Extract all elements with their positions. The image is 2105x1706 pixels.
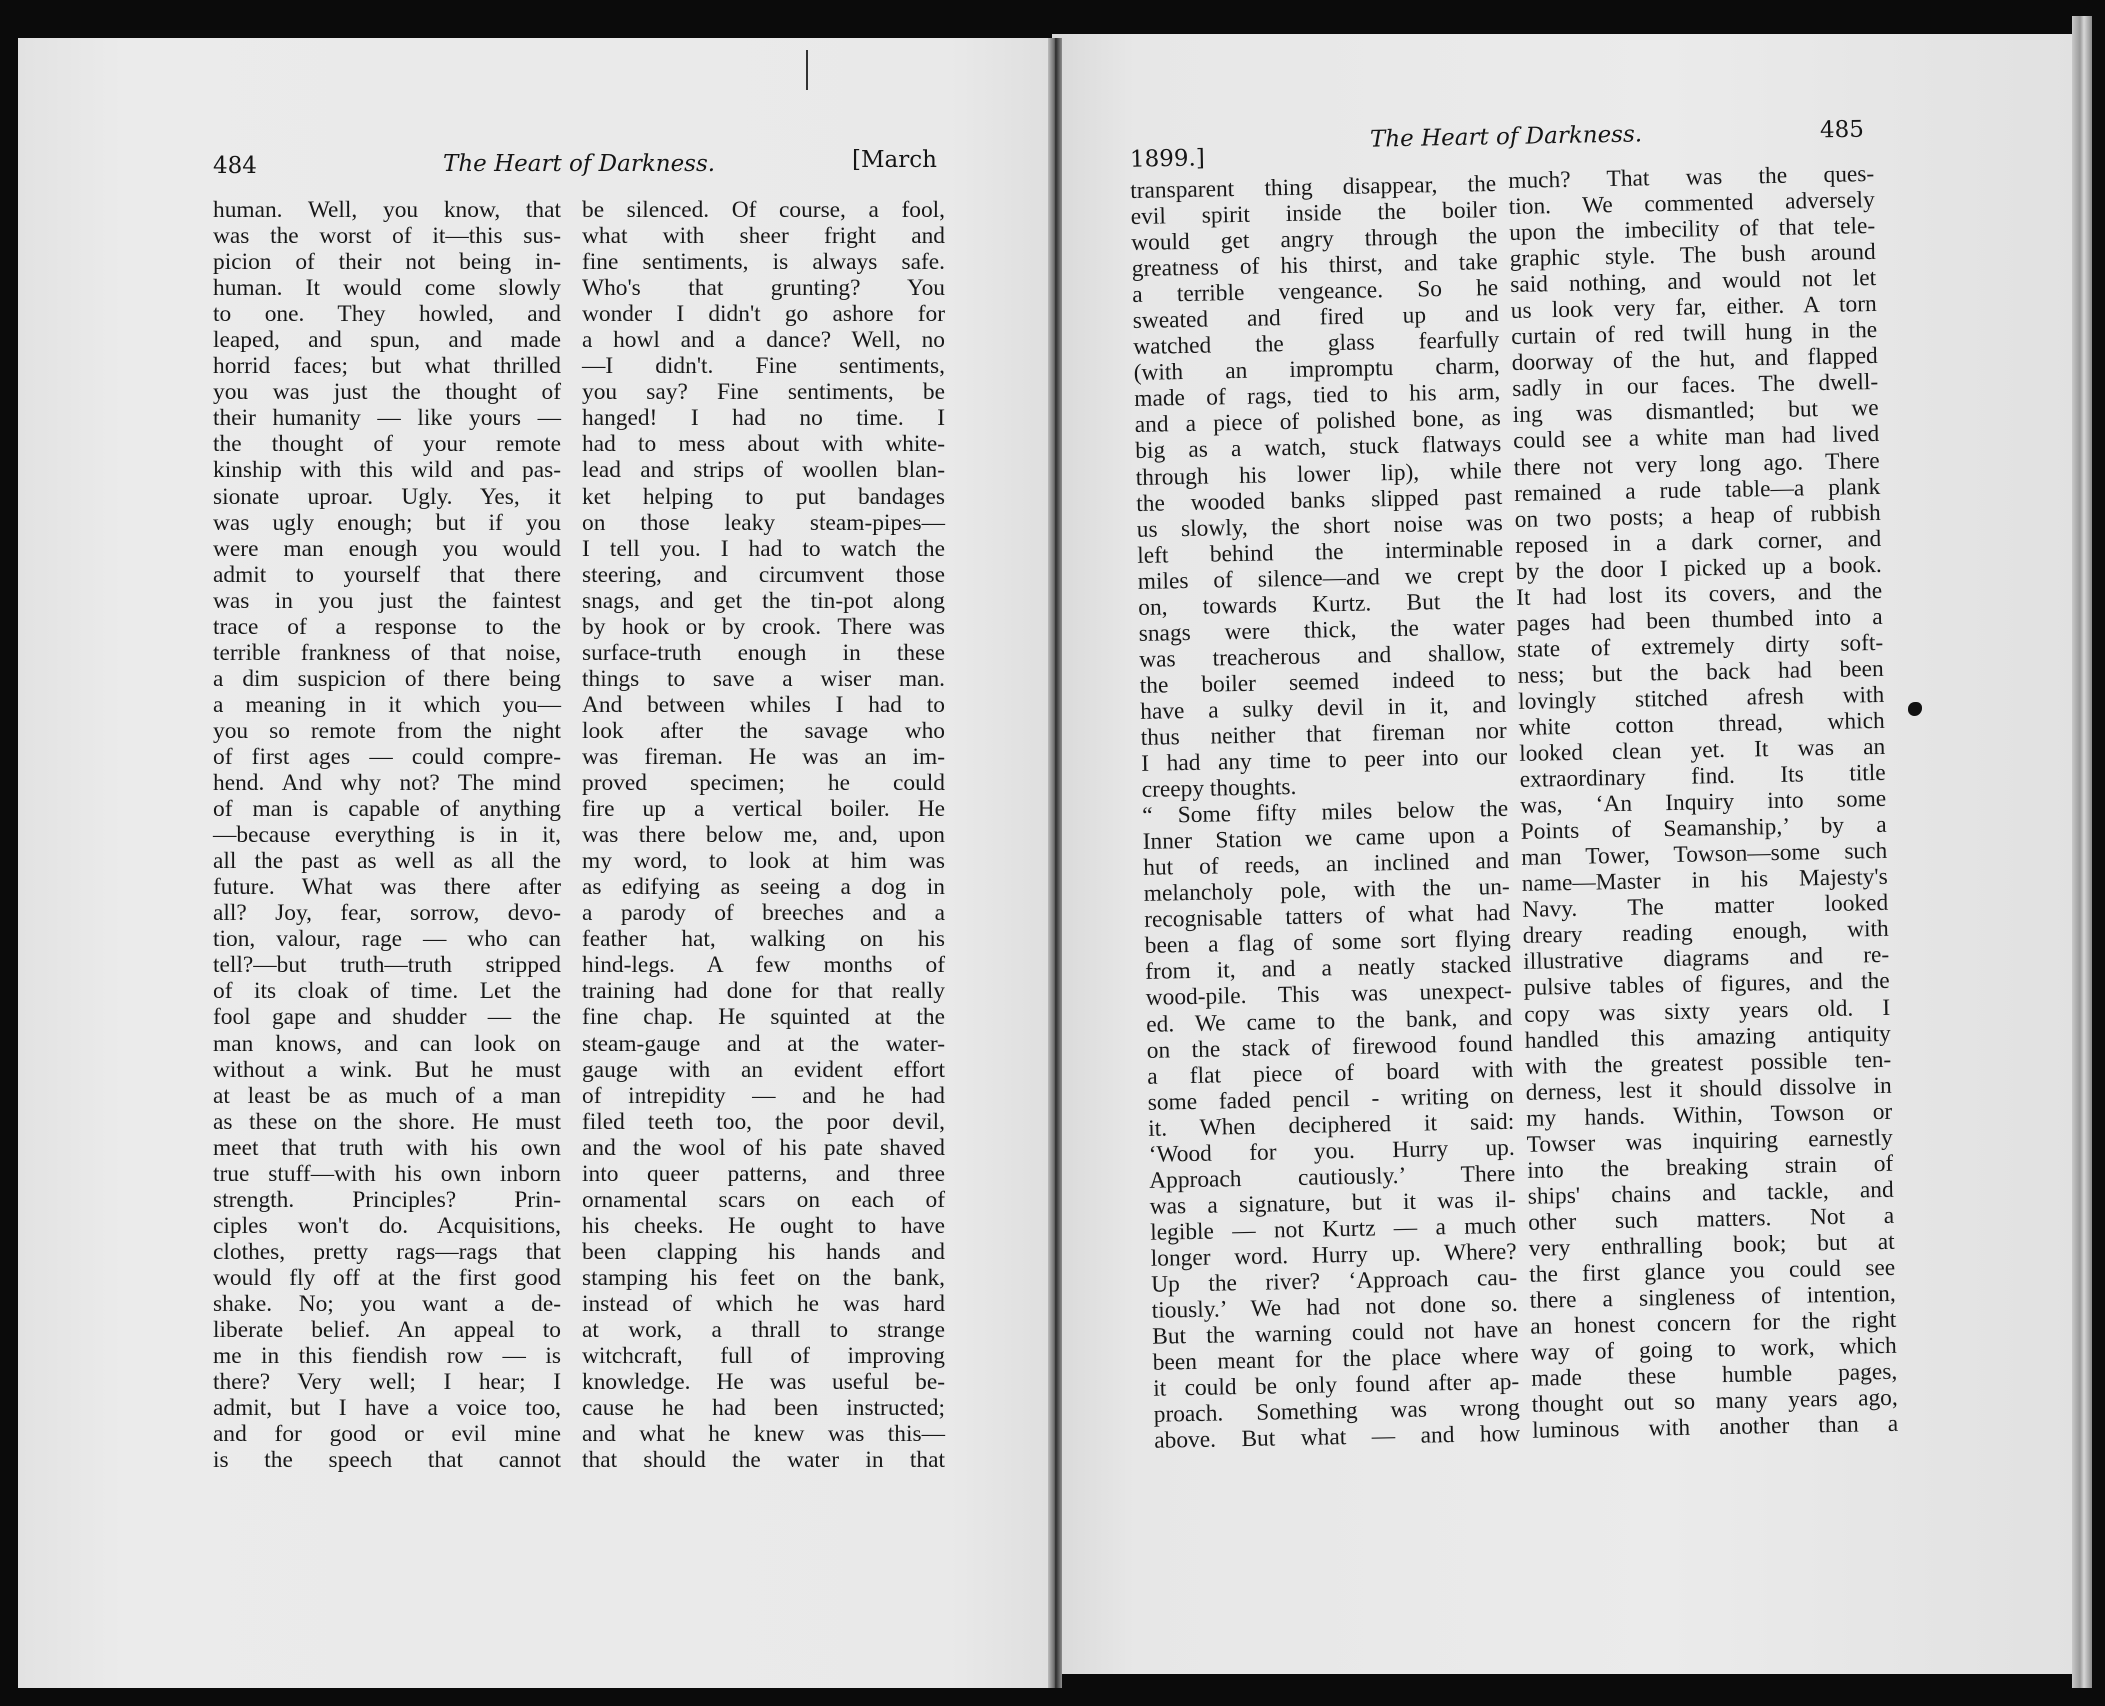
text-line: of its cloak of time. Let the (213, 978, 561, 1005)
text-line: illustrative diagrams and re- (1523, 942, 1890, 976)
text-line: a howl and a dance? Well, no (582, 327, 945, 354)
text-line: me in this fiendish row — is (213, 1343, 561, 1370)
text-line: lovingly stitched afresh with (1518, 681, 1885, 715)
text-line: very enthralling book; but at (1528, 1228, 1895, 1262)
text-line: Towser was inquiring earnestly (1526, 1124, 1893, 1158)
text-line: was ugly enough; but if you (213, 509, 561, 536)
text-line: greatness of his thirst, and take (1131, 249, 1498, 283)
text-line: a terrible vengeance. So he (1132, 275, 1499, 309)
text-line: sadly in our faces. The dwell- (1512, 369, 1879, 403)
text-line: graphic style. The bush around (1509, 239, 1876, 273)
text-line: my word, to look at him was (582, 848, 945, 875)
text-line: witchcraft, full of improving (582, 1343, 945, 1370)
text-line: admit to yourself that there (213, 561, 561, 588)
text-line: instead of which he was hard (582, 1290, 945, 1317)
text-line: of intrepidity — and he had (582, 1082, 945, 1109)
text-line: ciples won't do. Acquisitions, (213, 1212, 561, 1239)
text-line: could see a white man had lived (1513, 421, 1880, 455)
text-line: of man is capable of anything (213, 796, 561, 823)
text-line: to one. They howled, and (213, 301, 561, 328)
text-line: it. When deciphered it said: (1148, 1108, 1515, 1142)
text-line: watched the glass fearfully (1133, 327, 1500, 361)
text-line: was there below me, and, upon (582, 822, 945, 849)
text-line: be silenced. Of course, a fool, (582, 197, 945, 223)
text-line: hend. And why not? The mind (213, 770, 561, 797)
text-line: evil spirit inside the boiler (1130, 197, 1497, 231)
text-line: you so remote from the night (213, 717, 561, 744)
text-line: on two posts; a heap of rubbish (1514, 499, 1881, 533)
text-line: white cotton thread, which (1518, 707, 1885, 741)
text-line: of first ages — could compre- (213, 743, 561, 770)
text-line: snags were thick, the water (1138, 613, 1505, 647)
text-line: and what he knew was this— (582, 1421, 945, 1448)
text-line: derness, lest it should dissolve in (1525, 1072, 1892, 1106)
text-line: wood-pile. This was unexpect- (1145, 978, 1512, 1012)
text-line: picion of their not being in- (213, 249, 561, 276)
text-line: ed. We came to the bank, and (1146, 1004, 1513, 1038)
text-line: horrid faces; but what thrilled (213, 353, 561, 380)
left-running-title: The Heart of Darkness. (443, 151, 716, 177)
text-line: liberate belief. An appeal to (213, 1317, 561, 1344)
text-line: was, ‘An Inquiry into some (1520, 785, 1887, 820)
text-line: thought out so many years ago, (1531, 1384, 1898, 1418)
text-line: looked clean yet. It was an (1519, 733, 1886, 767)
text-line: steam-gauge and at the water- (582, 1030, 945, 1057)
text-line: into queer patterns, and three (582, 1160, 945, 1187)
text-line: gauge with an evident effort (582, 1056, 945, 1083)
text-line: human. It would come slowly (213, 275, 561, 302)
text-line: future. What was there after (213, 874, 561, 901)
text-line: have a sulky devil in it, and (1140, 691, 1507, 725)
text-line: us slowly, the short noise was (1136, 509, 1503, 543)
text-line: the boiler seemed indeed to (1139, 665, 1506, 699)
text-line: tion, valour, rage — who can (213, 926, 561, 953)
text-line: Navy. The matter looked (1522, 890, 1889, 924)
column-4 (1508, 161, 1898, 1444)
text-line: at work, a thrall to strange (582, 1317, 945, 1344)
text-line: admit, but I have a voice too, (213, 1395, 561, 1422)
text-line: from it, and a neatly stacked (1145, 952, 1512, 986)
text-line: recognisable tatters of what had (1144, 900, 1511, 934)
text-line: hut of reeds, an inclined and (1143, 848, 1510, 882)
right-year: 1899.] (1129, 145, 1206, 173)
text-line: ornamental scars on each of (582, 1186, 945, 1213)
text-line: was in you just the faintest (213, 587, 561, 614)
text-line: much? That was the ques- (1508, 160, 1875, 194)
text-line: with the greatest possible ten- (1525, 1046, 1892, 1080)
text-line: ‘Wood for you. Hurry up. (1148, 1134, 1515, 1168)
text-line: is the speech that cannot (213, 1447, 561, 1474)
text-line: hind-legs. A few months of (582, 952, 945, 979)
text-line: a flat piece of board with (1147, 1056, 1514, 1090)
right-running-title: The Heart of Darkness. (1369, 121, 1643, 153)
text-line: tion. We commented adversely (1508, 187, 1875, 221)
text-line: at least be as much of a man (213, 1082, 561, 1109)
text-line: luminous with another than a (1532, 1410, 1899, 1445)
text-line: without a wink. But he must (213, 1056, 561, 1083)
text-line: a parody of breeches and a (582, 900, 945, 927)
text-line: proach. Something was wrong (1153, 1394, 1520, 1428)
text-line: —I didn't. Fine sentiments, (582, 353, 945, 380)
text-line: other such matters. Not a (1528, 1202, 1895, 1236)
text-line: proved specimen; he could (582, 770, 945, 797)
text-line: there not very long ago. There (1513, 447, 1880, 481)
text-line: was the worst of it—this sus- (213, 223, 561, 250)
text-line: meet that truth with his own (213, 1134, 561, 1161)
text-line: made these humble pages, (1531, 1358, 1898, 1392)
text-line: remained a rude table—a plank (1514, 473, 1881, 507)
text-line: fire up a vertical boiler. He (582, 796, 945, 823)
text-line: And between whiles I had to (582, 691, 945, 718)
text-line: dreary reading enough, with (1522, 916, 1889, 950)
text-line: the thought of your remote (213, 431, 561, 458)
text-line: made of rags, tied to his arm, (1134, 379, 1501, 413)
text-line: their humanity — like yours — (213, 405, 561, 432)
column-1 (213, 197, 561, 1473)
text-line: state of extremely dirty soft- (1517, 629, 1884, 663)
text-line: ing was dismantled; but we (1512, 395, 1879, 429)
text-line: been a flag of some sort flying (1144, 926, 1511, 960)
text-line: all the past as well as all the (213, 848, 561, 875)
text-line: big as a watch, stuck flatways (1135, 431, 1502, 465)
text-line: way of going to work, which (1530, 1332, 1897, 1366)
text-line: cause he had been instructed; (582, 1395, 945, 1422)
text-line: that should the water in that (582, 1447, 945, 1474)
text-line: ships' chains and tackle, and (1527, 1176, 1894, 1210)
text-line: shake. No; you want a de- (213, 1290, 561, 1317)
text-line: filed teeth too, the poor devil, (582, 1108, 945, 1135)
text-line: steering, and circumvent those (582, 561, 945, 588)
text-line: us look very far, either. A torn (1510, 291, 1877, 325)
text-line: said nothing, and would not let (1510, 265, 1877, 299)
text-line: thus neither that fireman nor (1140, 717, 1507, 751)
text-line: the first glance you could see (1529, 1254, 1896, 1288)
page-edge (2072, 16, 2092, 1688)
text-line: Points of Seamanship,’ by a (1520, 812, 1887, 846)
text-line: my hands. Within, Towson or (1526, 1098, 1893, 1132)
text-line: wonder I didn't go ashore for (582, 301, 945, 328)
column-3 (1130, 171, 1520, 1454)
text-line: But the warning could not have (1152, 1316, 1519, 1350)
text-line: handled this amazing antiquity (1524, 1020, 1891, 1054)
text-line: and a piece of polished bone, as (1134, 405, 1501, 439)
text-line: sionate uproar. Ugly. Yes, it (213, 483, 561, 510)
text-line: human. Well, you know, that (213, 197, 561, 223)
text-line: you say? Fine sentiments, be (582, 379, 945, 406)
text-line: copy was sixty years old. I (1524, 994, 1891, 1028)
right-page-number: 485 (1819, 116, 1865, 144)
text-line: sweated and fired up and (1132, 301, 1499, 335)
text-line: what with sheer fright and (582, 223, 945, 250)
text-line: —because everything is in it, (213, 822, 561, 849)
text-line: through his lower lip), while (1135, 457, 1502, 491)
text-line: things to save a wiser man. (582, 665, 945, 692)
text-line: by the door I picked up a book. (1515, 551, 1882, 585)
left-month: [March (852, 147, 937, 173)
text-line: transparent thing disappear, the (1130, 170, 1497, 204)
text-line: man knows, and can look on (213, 1030, 561, 1057)
text-line: I tell you. I had to watch the (582, 535, 945, 562)
text-line: Up the river? ‘Approach cau- (1151, 1264, 1518, 1298)
text-line: Who's that grunting? You (582, 275, 945, 302)
text-line: name—Master in his Majesty's (1521, 864, 1888, 898)
text-line: I had any time to peer into our (1141, 743, 1508, 777)
text-line: longer word. Hurry up. Where? (1150, 1238, 1517, 1272)
text-line: curtain of red twill hung in the (1511, 317, 1878, 351)
text-line: a meaning in it which you— (213, 691, 561, 718)
text-line: lead and strips of woollen blan- (582, 457, 945, 484)
text-line: his cheeks. He ought to have (582, 1212, 945, 1239)
text-line: true stuff—with his own inborn (213, 1160, 561, 1187)
text-line: as these on the shore. He must (213, 1108, 561, 1135)
text-line: stamping his feet on the bank, (582, 1264, 945, 1291)
text-line: (with an impromptu charm, (1133, 353, 1500, 387)
text-line: clothes, pretty rags—rags that (213, 1238, 561, 1265)
text-line: above. But what — and how (1154, 1420, 1521, 1455)
text-line: there? Very well; I hear; I (213, 1369, 561, 1396)
text-line: had to mess about with white- (582, 431, 945, 458)
text-line: knowledge. He was useful be- (582, 1369, 945, 1396)
text-line: extraordinary find. Its title (1519, 759, 1886, 793)
column-2 (582, 197, 945, 1473)
text-line: were man enough you would (213, 535, 561, 562)
fold-mark (806, 50, 808, 90)
text-line: kinship with this wild and pas- (213, 457, 561, 484)
text-line: by hook or by crook. There was (582, 613, 945, 640)
text-line: was treacherous and shallow, (1139, 639, 1506, 673)
text-line: been clapping his hands and (582, 1238, 945, 1265)
text-line: feather hat, walking on his (582, 926, 945, 953)
text-line: upon the imbecility of that tele- (1509, 213, 1876, 247)
text-line: and for good or evil mine (213, 1421, 561, 1448)
text-line: look after the savage who (582, 717, 945, 744)
text-line: been meant for the place where (1152, 1342, 1519, 1376)
text-line: would get angry through the (1131, 223, 1498, 257)
text-line: left behind the interminable (1137, 535, 1504, 569)
text-line: ket helping to put bandages (582, 483, 945, 510)
text-line: would fly off at the first good (213, 1264, 561, 1291)
text-line: as edifying as seeing a dog in (582, 874, 945, 901)
text-line: fool gape and shudder — the (213, 1004, 561, 1031)
text-line: leaped, and spun, and made (213, 327, 561, 354)
left-page-number: 484 (213, 153, 257, 179)
text-line: “ Some fifty miles below the (1142, 795, 1509, 830)
text-line: miles of silence—and we crept (1137, 561, 1504, 595)
text-line: Approach cautiously.’ There (1149, 1160, 1516, 1194)
text-line: the wooded banks slipped past (1136, 483, 1503, 517)
text-line: legible — not Kurtz — a much (1150, 1212, 1517, 1246)
text-line: strength. Principles? Prin- (213, 1186, 561, 1213)
text-line: you was just the thought of (213, 379, 561, 406)
text-line: tell?—but truth—truth stripped (213, 952, 561, 979)
text-line: on, towards Kurtz. But the (1138, 587, 1505, 621)
text-line: it could be only found after ap- (1153, 1368, 1520, 1402)
text-line: fine chap. He squinted at the (582, 1004, 945, 1031)
text-line: surface-truth enough in these (582, 639, 945, 666)
text-line: fine sentiments, is always safe. (582, 249, 945, 276)
text-line: all? Joy, fear, sorrow, devo- (213, 900, 561, 927)
text-line: a dim suspicion of there being (213, 665, 561, 692)
text-line: man Tower, Towson—some such (1521, 838, 1888, 872)
text-line: tiously.’ We had not done so. (1151, 1290, 1518, 1324)
text-line: trace of a response to the (213, 613, 561, 640)
text-line: creepy thoughts. (1141, 773, 1297, 803)
text-line: hanged! I had no time. I (582, 405, 945, 432)
text-line: pulsive tables of figures, and the (1523, 968, 1890, 1002)
text-line: ness; but the back had been (1517, 655, 1884, 689)
text-line: training had done for that really (582, 978, 945, 1005)
text-line: on the stack of firewood found (1146, 1030, 1513, 1064)
text-line: melancholy pole, with the un- (1143, 874, 1510, 908)
text-line: reposed in a dark corner, and (1515, 525, 1882, 559)
text-line: into the breaking strain of (1527, 1150, 1894, 1184)
text-line: was fireman. He was an im- (582, 743, 945, 770)
text-line: some faded pencil - writing on (1147, 1082, 1514, 1116)
text-line: an honest concern for the right (1530, 1306, 1897, 1340)
text-line: doorway of the hut, and flapped (1511, 343, 1878, 377)
text-line: snags, and get the tin-pot along (582, 587, 945, 614)
text-line: pages had been thumbed into a (1516, 603, 1883, 637)
book-gutter (1048, 38, 1062, 1688)
text-line: and the wool of his pate shaved (582, 1134, 945, 1161)
text-line: on those leaky steam-pipes— (582, 509, 945, 536)
text-line: Inner Station we came upon a (1142, 822, 1509, 856)
text-line: there a singleness of intention, (1529, 1280, 1896, 1314)
text-line: terrible frankness of that noise, (213, 639, 561, 666)
text-line: It had lost its covers, and the (1516, 577, 1883, 611)
text-line: was a signature, but it was il- (1149, 1186, 1516, 1220)
